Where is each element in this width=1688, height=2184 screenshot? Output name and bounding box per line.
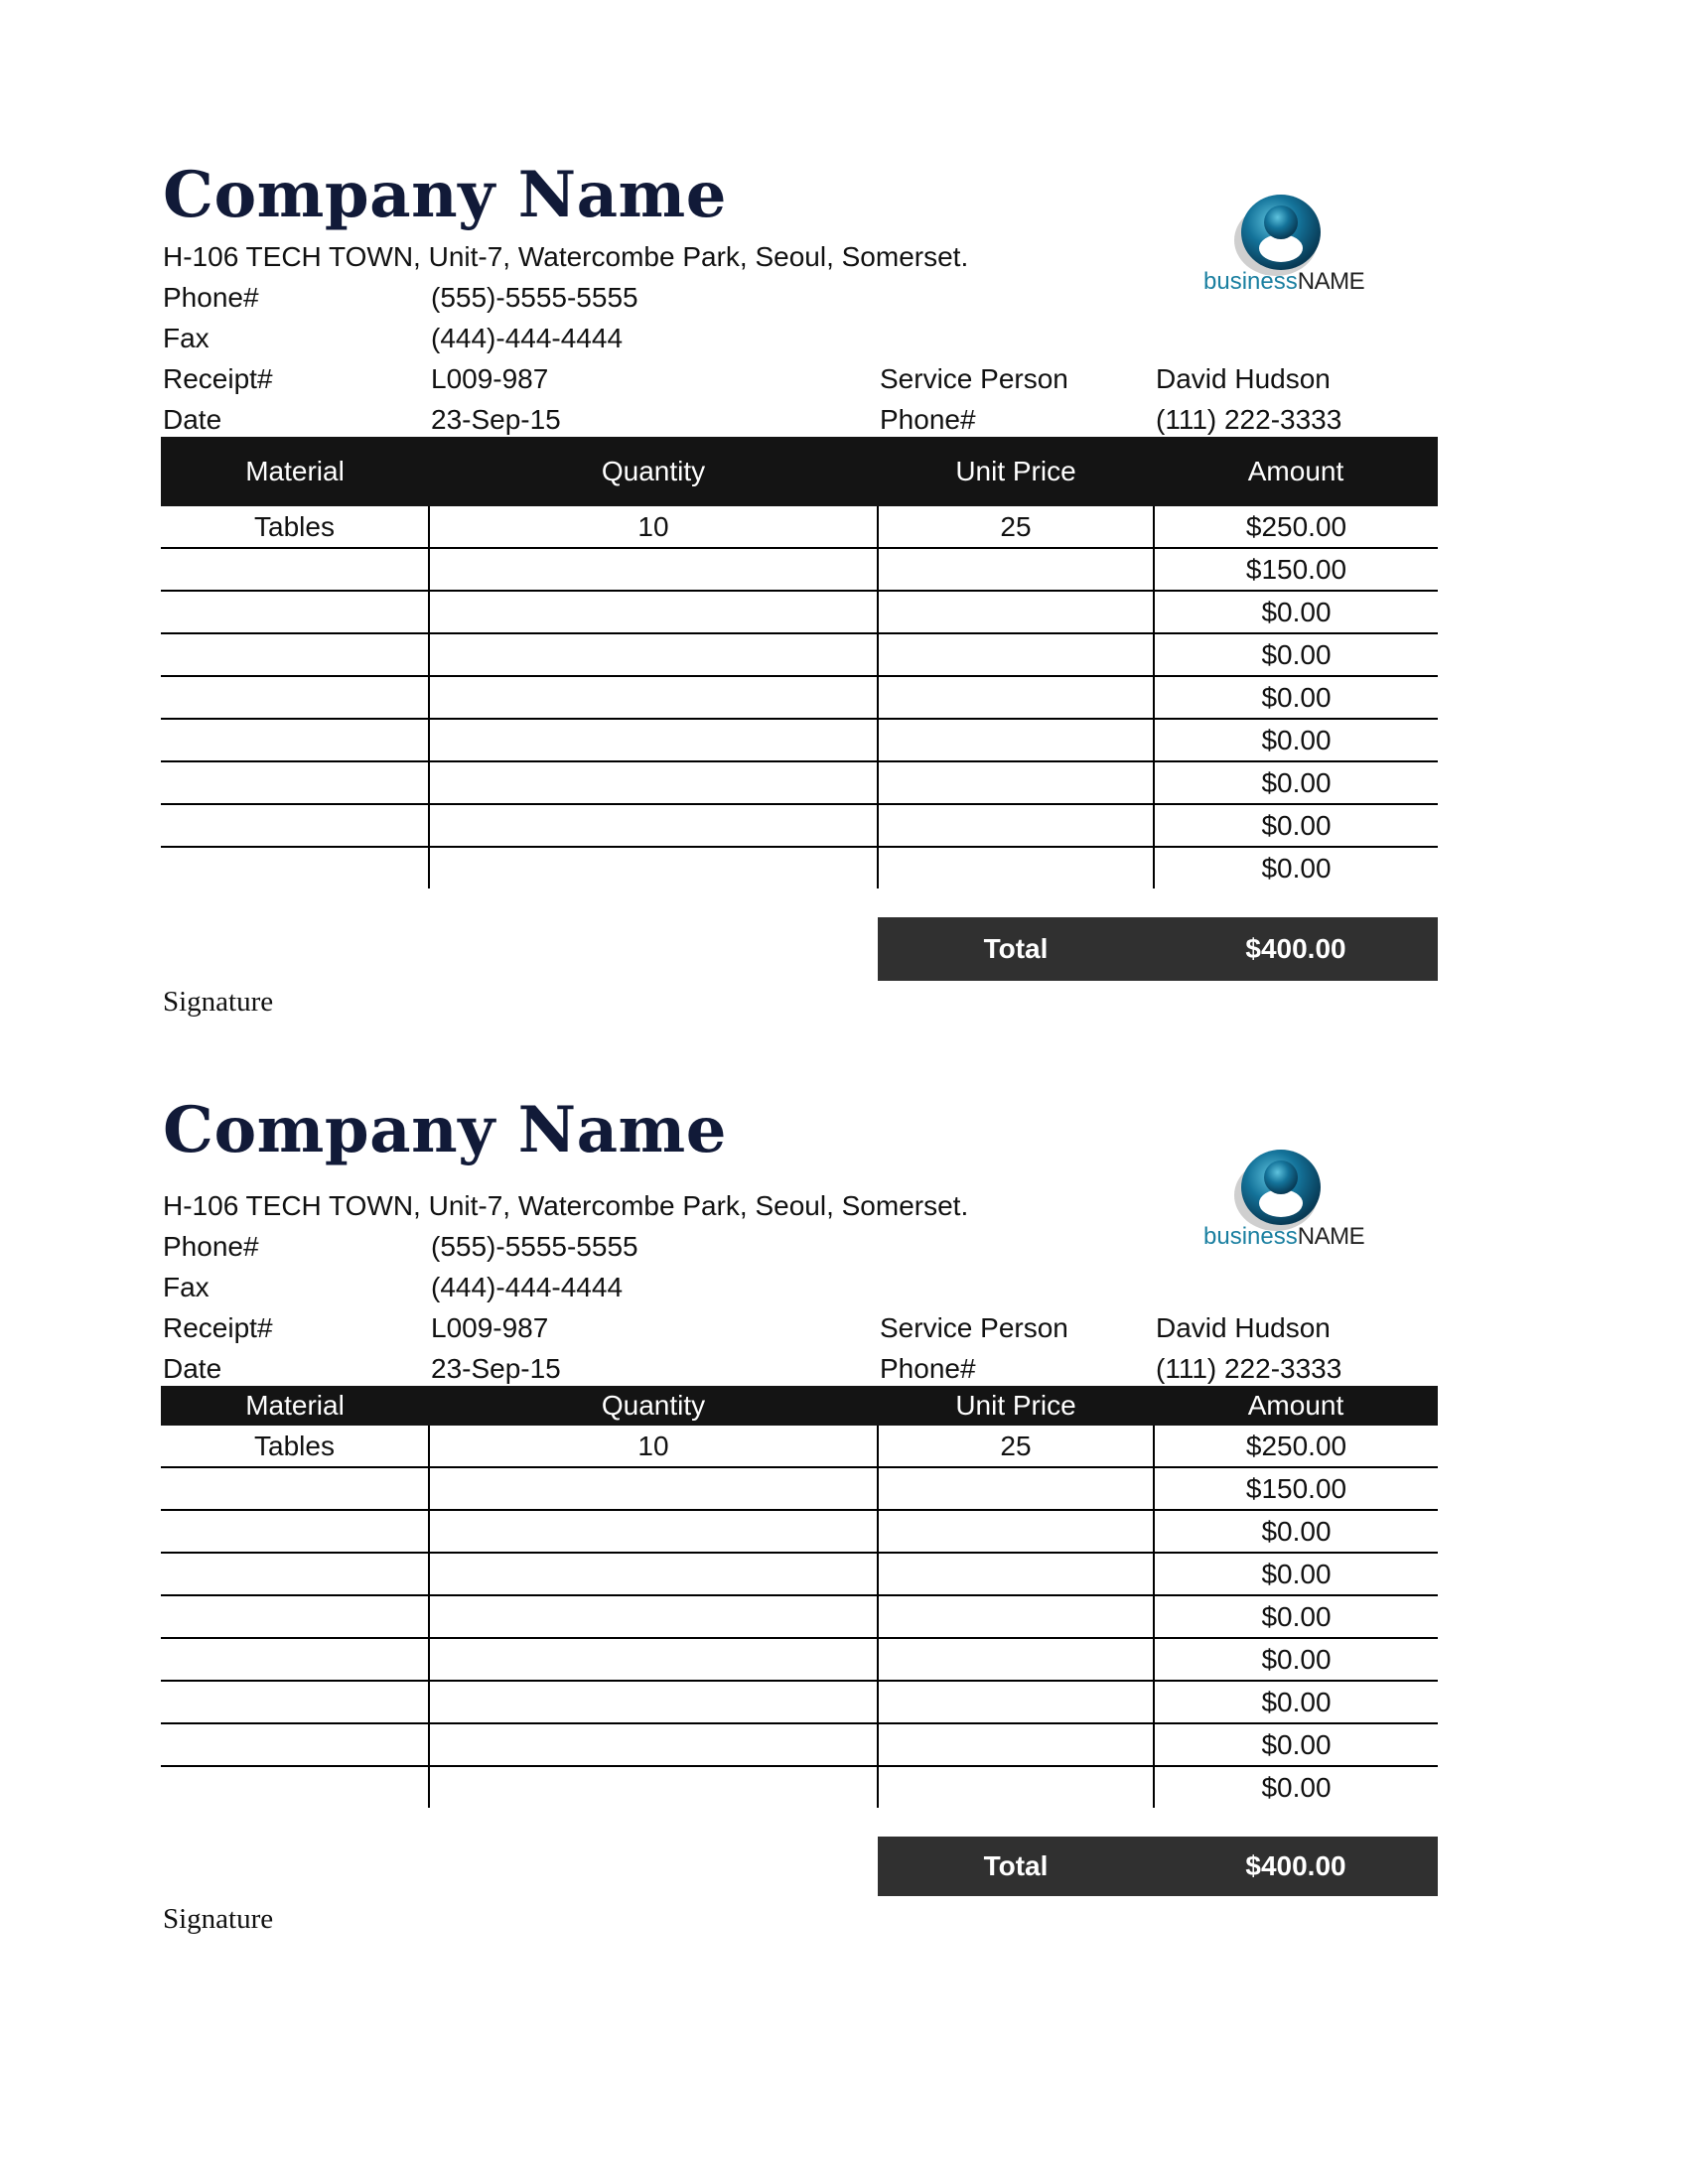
date-value: 23-Sep-15 [431,1353,561,1384]
cell-quantity [429,1766,878,1808]
table-row [161,1510,1438,1553]
cell-unit-price [878,1723,1154,1766]
company-address: H-106 TECH TOWN, Unit-7, Watercombe Park, Seoul, Somerset. [163,241,969,272]
table-row [161,1766,1438,1808]
cell-unit-price: 25 [878,506,1154,548]
cell-quantity [429,591,878,633]
company-address: H-106 TECH TOWN, Unit-7, Watercombe Park, Seoul, Somerset. [163,1190,969,1221]
cell-material [161,633,429,676]
table-row [161,1723,1438,1766]
cell-amount: $0.00 [1154,1553,1438,1595]
cell-material [161,676,429,719]
cell-quantity [429,1553,878,1595]
cell-amount: $150.00 [1154,548,1438,591]
total-bar [878,917,1438,981]
cell-amount: $0.00 [1154,1595,1438,1638]
date-label: Date [163,404,222,435]
receipt-number-value: L009-987 [431,1312,549,1343]
table-header-row [161,437,1438,506]
cell-unit-price [878,1766,1154,1808]
table-row [161,804,1438,847]
cell-unit-price [878,1467,1154,1510]
table-row [161,676,1438,719]
cell-material [161,1766,429,1808]
signature-label: Signature [163,1903,274,1935]
fax-value: (444)-444-4444 [431,323,624,353]
fax-label: Fax [163,323,210,353]
business-logo [1203,1144,1365,1263]
table-row [161,1553,1438,1595]
service-person-value: David Hudson [1156,1312,1331,1343]
cell-material [161,847,429,888]
service-phone-label: Phone# [880,1353,976,1384]
cell-material [161,548,429,591]
cell-amount: $0.00 [1154,719,1438,761]
cell-material [161,1553,429,1595]
cell-unit-price [878,1553,1154,1595]
cell-quantity [429,1638,878,1681]
cell-amount: $250.00 [1154,506,1438,548]
service-person-label: Service Person [880,1312,1068,1343]
cell-amount: $0.00 [1154,676,1438,719]
cell-quantity [429,1723,878,1766]
cell-quantity [429,548,878,591]
cell-unit-price [878,719,1154,761]
logo-text: businessNAME [1203,268,1365,295]
cell-quantity [429,804,878,847]
service-person-label: Service Person [880,363,1068,394]
header-unit-price: Unit Price [878,437,1154,506]
cell-material: Tables [161,506,429,548]
header-quantity: Quantity [429,1386,878,1426]
cell-material [161,1638,429,1681]
total-label: Total [983,1850,1049,1881]
cell-amount: $0.00 [1154,761,1438,804]
cell-unit-price [878,1510,1154,1553]
cell-unit-price [878,1638,1154,1681]
service-phone-value: (111) 222-3333 [1156,404,1342,435]
total-value: $400.00 [1245,1850,1346,1881]
cell-amount: $0.00 [1154,847,1438,888]
cell-unit-price [878,591,1154,633]
header-amount: Amount [1154,1386,1438,1426]
phone-value: (555)-5555-5555 [431,1231,638,1262]
cell-unit-price [878,1681,1154,1723]
cell-unit-price [878,633,1154,676]
cell-unit-price [878,761,1154,804]
table-row [161,548,1438,591]
cell-material [161,719,429,761]
receipt-top [161,149,1438,1032]
cell-quantity [429,1467,878,1510]
table-row [161,1467,1438,1510]
logo-text: businessNAME [1203,1223,1365,1250]
table-row [161,847,1438,888]
cell-amount: $0.00 [1154,1766,1438,1808]
cell-quantity [429,1510,878,1553]
cell-material [161,1681,429,1723]
cell-quantity [429,847,878,888]
cell-quantity [429,676,878,719]
cell-quantity: 10 [429,1426,878,1467]
items-table [161,1386,1438,1808]
table-row [161,1681,1438,1723]
cell-amount: $0.00 [1154,804,1438,847]
date-label: Date [163,1353,222,1384]
cell-unit-price [878,548,1154,591]
table-header-row [161,1386,1438,1426]
cell-unit-price [878,676,1154,719]
cell-material [161,1510,429,1553]
receipt-number-label: Receipt# [163,1312,273,1343]
fax-label: Fax [163,1272,210,1302]
cell-amount: $0.00 [1154,591,1438,633]
cell-unit-price [878,847,1154,888]
phone-label: Phone# [163,1231,259,1262]
date-value: 23-Sep-15 [431,404,561,435]
receipt-number-value: L009-987 [431,363,549,394]
cell-amount: $0.00 [1154,1723,1438,1766]
table-row [161,1595,1438,1638]
service-person-value: David Hudson [1156,363,1331,394]
phone-label: Phone# [163,282,259,313]
cell-amount: $250.00 [1154,1426,1438,1467]
logo-globe-icon [1203,189,1352,278]
cell-material [161,1467,429,1510]
table-row [161,1638,1438,1681]
table-row [161,506,1438,548]
cell-quantity [429,1595,878,1638]
receipt-bottom [161,1072,1438,1956]
cell-amount: $0.00 [1154,1638,1438,1681]
cell-amount: $0.00 [1154,1681,1438,1723]
cell-unit-price [878,804,1154,847]
header-amount: Amount [1154,437,1438,506]
cell-amount: $0.00 [1154,1510,1438,1553]
signature-label: Signature [163,986,274,1018]
table-row [161,591,1438,633]
total-label: Total [983,933,1049,964]
company-name: Company Name [163,158,727,232]
table-row [161,761,1438,804]
header-quantity: Quantity [429,437,878,506]
header-material: Material [161,1386,429,1426]
cell-material [161,1723,429,1766]
cell-quantity [429,761,878,804]
table-row [161,1426,1438,1467]
cell-amount: $150.00 [1154,1467,1438,1510]
logo-globe-icon [1203,1144,1352,1233]
service-phone-label: Phone# [880,404,976,435]
cell-material [161,804,429,847]
cell-material [161,591,429,633]
business-logo [1203,189,1365,308]
cell-amount: $0.00 [1154,633,1438,676]
header-unit-price: Unit Price [878,1386,1154,1426]
cell-material [161,1595,429,1638]
cell-material: Tables [161,1426,429,1467]
cell-unit-price [878,1595,1154,1638]
cell-unit-price: 25 [878,1426,1154,1467]
cell-quantity [429,1681,878,1723]
cell-quantity [429,633,878,676]
company-name: Company Name [163,1093,727,1167]
table-row [161,719,1438,761]
phone-value: (555)-5555-5555 [431,282,638,313]
items-table [161,437,1438,888]
cell-quantity: 10 [429,506,878,548]
fax-value: (444)-444-4444 [431,1272,624,1302]
table-row [161,633,1438,676]
cell-material [161,761,429,804]
total-value: $400.00 [1245,933,1346,964]
cell-quantity [429,719,878,761]
total-bar [878,1837,1438,1896]
receipt-number-label: Receipt# [163,363,273,394]
header-material: Material [161,437,429,506]
service-phone-value: (111) 222-3333 [1156,1353,1342,1384]
